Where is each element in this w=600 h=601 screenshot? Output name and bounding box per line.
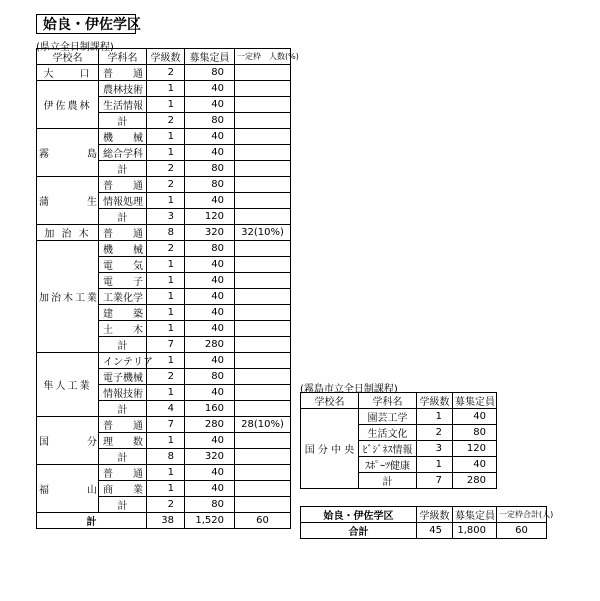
city-capacity-cell: 40 [453, 409, 497, 425]
quota-cell [235, 401, 291, 417]
dept-cell: 商 業 [99, 481, 147, 497]
table-row [37, 177, 291, 193]
capacity-cell: 40 [185, 97, 235, 113]
city-school-name-cell: 国 分 中 央 [301, 409, 359, 489]
classes-cell: 7 [147, 337, 185, 353]
classes-cell: 1 [147, 305, 185, 321]
city-dept-cell: ﾋﾞｼﾞﾈｽ情報 [359, 441, 417, 457]
capacity-cell: 80 [185, 177, 235, 193]
dept-cell: 電 子 [99, 273, 147, 289]
quota-cell [235, 305, 291, 321]
table-row [37, 353, 291, 369]
quota-cell [235, 321, 291, 337]
city-classes-cell: 1 [417, 409, 453, 425]
main-total-row [37, 513, 291, 529]
summary-header-capacity: 募集定員 [453, 507, 497, 523]
school-name-cell: 蒲 生 [37, 177, 99, 225]
capacity-cell: 280 [185, 417, 235, 433]
capacity-cell: 40 [185, 145, 235, 161]
main-total-quota: 60 [235, 513, 291, 529]
summary-total-quota: 60 [497, 523, 547, 539]
classes-cell: 1 [147, 97, 185, 113]
city-table-caption: (霧島市立全日制課程) [300, 384, 398, 395]
capacity-cell: 40 [185, 433, 235, 449]
classes-cell: 1 [147, 481, 185, 497]
capacity-cell: 280 [185, 337, 235, 353]
classes-cell: 1 [147, 257, 185, 273]
classes-cell: 1 [147, 193, 185, 209]
city-dept-cell: 生活文化 [359, 425, 417, 441]
classes-cell: 4 [147, 401, 185, 417]
city-capacity-cell: 280 [453, 473, 497, 489]
city-classes-cell: 3 [417, 441, 453, 457]
school-name-cell: 加治木工業 [37, 241, 99, 353]
summary-header-row [301, 507, 547, 523]
classes-cell: 8 [147, 449, 185, 465]
classes-cell: 1 [147, 289, 185, 305]
capacity-cell: 40 [185, 81, 235, 97]
header-capacity: 募集定員 [185, 49, 235, 65]
dept-cell: 工業化学 [99, 289, 147, 305]
quota-cell [235, 337, 291, 353]
main-table-header-row [37, 49, 291, 65]
classes-cell: 1 [147, 145, 185, 161]
main-total-capacity: 1,520 [185, 513, 235, 529]
dept-cell: 計 [99, 161, 147, 177]
dept-cell: 計 [99, 497, 147, 513]
capacity-cell: 40 [185, 353, 235, 369]
header-classes: 学級数 [147, 49, 185, 65]
summary-total-label: 合計 [301, 523, 417, 539]
capacity-cell: 40 [185, 257, 235, 273]
table-row [37, 81, 291, 97]
school-name-cell: 福 山 [37, 465, 99, 513]
header-school: 学校名 [37, 49, 99, 65]
city-classes-cell: 7 [417, 473, 453, 489]
quota-cell [235, 161, 291, 177]
quota-cell [235, 353, 291, 369]
capacity-cell: 40 [185, 305, 235, 321]
classes-cell: 3 [147, 209, 185, 225]
dept-cell: 計 [99, 401, 147, 417]
table-row [37, 417, 291, 433]
table-row [37, 465, 291, 481]
capacity-cell: 40 [185, 321, 235, 337]
quota-cell [235, 481, 291, 497]
main-total-label: 計 [37, 513, 147, 529]
capacity-cell: 40 [185, 465, 235, 481]
classes-cell: 1 [147, 385, 185, 401]
city-capacity-cell: 80 [453, 425, 497, 441]
dept-cell: 理 数 [99, 433, 147, 449]
quota-cell [235, 385, 291, 401]
capacity-cell: 80 [185, 241, 235, 257]
city-capacity-cell: 120 [453, 441, 497, 457]
dept-cell: 計 [99, 449, 147, 465]
dept-cell: 土 木 [99, 321, 147, 337]
dept-cell: 計 [99, 209, 147, 225]
dept-cell: 電 気 [99, 257, 147, 273]
quota-cell [235, 129, 291, 145]
quota-cell [235, 113, 291, 129]
classes-cell: 1 [147, 129, 185, 145]
quota-cell [235, 145, 291, 161]
main-schools-table [36, 48, 299, 529]
dept-cell: 建 築 [99, 305, 147, 321]
dept-cell: 機 械 [99, 241, 147, 257]
classes-cell: 1 [147, 353, 185, 369]
school-name-cell: 国 分 [37, 417, 99, 465]
classes-cell: 8 [147, 225, 185, 241]
quota-cell: 28(10%) [235, 417, 291, 433]
summary-header-district: 姶良・伊佐学区 [301, 507, 417, 523]
dept-cell: 普 通 [99, 177, 147, 193]
classes-cell: 1 [147, 321, 185, 337]
summary-total-classes: 45 [417, 523, 453, 539]
district-summary-table [300, 506, 554, 539]
classes-cell: 2 [147, 177, 185, 193]
city-table-header-row [301, 393, 497, 409]
table-row [37, 225, 291, 241]
capacity-cell: 80 [185, 161, 235, 177]
quota-cell [235, 369, 291, 385]
city-dept-cell: ｽﾎﾟｰﾂ健康 [359, 457, 417, 473]
dept-cell: 電子機械 [99, 369, 147, 385]
capacity-cell: 80 [185, 369, 235, 385]
classes-cell: 1 [147, 465, 185, 481]
classes-cell: 2 [147, 369, 185, 385]
quota-cell [235, 209, 291, 225]
quota-cell [235, 433, 291, 449]
header-dept: 学科名 [99, 49, 147, 65]
quota-cell [235, 81, 291, 97]
capacity-cell: 40 [185, 129, 235, 145]
school-name-cell: 霧 島 [37, 129, 99, 177]
classes-cell: 2 [147, 241, 185, 257]
quota-cell [235, 289, 291, 305]
quota-cell [235, 465, 291, 481]
summary-header-classes: 学級数 [417, 507, 453, 523]
table-row [301, 409, 497, 425]
table-row [37, 65, 291, 81]
classes-cell: 1 [147, 81, 185, 97]
quota-cell [235, 193, 291, 209]
capacity-cell: 40 [185, 385, 235, 401]
city-classes-cell: 2 [417, 425, 453, 441]
capacity-cell: 40 [185, 193, 235, 209]
capacity-cell: 40 [185, 289, 235, 305]
page-title: 姶良・伊佐学区 [36, 14, 136, 34]
dept-cell: 生活情報 [99, 97, 147, 113]
school-name-cell: 隼人工業 [37, 353, 99, 417]
school-name-cell: 加 治 木 [37, 225, 99, 241]
dept-cell: 計 [99, 337, 147, 353]
dept-cell: 計 [99, 113, 147, 129]
dept-cell: 総合学科 [99, 145, 147, 161]
main-total-classes: 38 [147, 513, 185, 529]
capacity-cell: 320 [185, 449, 235, 465]
quota-cell [235, 497, 291, 513]
dept-cell: 普 通 [99, 465, 147, 481]
classes-cell: 2 [147, 497, 185, 513]
city-school-table [300, 392, 497, 489]
quota-cell [235, 65, 291, 81]
quota-cell [235, 273, 291, 289]
classes-cell: 7 [147, 417, 185, 433]
dept-cell: 情報処理 [99, 193, 147, 209]
city-header-school: 学校名 [301, 393, 359, 409]
quota-cell [235, 241, 291, 257]
main-table-caption: (県立全日制課程) [36, 42, 114, 53]
capacity-cell: 40 [185, 273, 235, 289]
dept-cell: 普 通 [99, 225, 147, 241]
quota-cell [235, 449, 291, 465]
capacity-cell: 80 [185, 113, 235, 129]
classes-cell: 2 [147, 161, 185, 177]
city-header-capacity: 募集定員 [453, 393, 497, 409]
table-row [37, 241, 291, 257]
quota-cell: 32(10%) [235, 225, 291, 241]
capacity-cell: 40 [185, 481, 235, 497]
quota-cell [235, 177, 291, 193]
school-name-cell: 伊佐農林 [37, 81, 99, 129]
classes-cell: 1 [147, 433, 185, 449]
capacity-cell: 120 [185, 209, 235, 225]
summary-header-quota: 一定枠合計(人) [497, 507, 547, 523]
quota-cell [235, 257, 291, 273]
dept-cell: インテリア [99, 353, 147, 369]
capacity-cell: 80 [185, 65, 235, 81]
quota-cell [235, 97, 291, 113]
capacity-cell: 320 [185, 225, 235, 241]
dept-cell: 情報技術 [99, 385, 147, 401]
city-header-dept: 学科名 [359, 393, 417, 409]
city-classes-cell: 1 [417, 457, 453, 473]
capacity-cell: 160 [185, 401, 235, 417]
table-row [37, 129, 291, 145]
classes-cell: 1 [147, 273, 185, 289]
city-dept-cell: 計 [359, 473, 417, 489]
dept-cell: 普 通 [99, 65, 147, 81]
classes-cell: 2 [147, 113, 185, 129]
city-capacity-cell: 40 [453, 457, 497, 473]
city-header-classes: 学級数 [417, 393, 453, 409]
classes-cell: 2 [147, 65, 185, 81]
dept-cell: 機 械 [99, 129, 147, 145]
summary-total-capacity: 1,800 [453, 523, 497, 539]
capacity-cell: 80 [185, 497, 235, 513]
header-quota: 一定枠 人数(%) [235, 49, 291, 65]
summary-total-row [301, 523, 547, 539]
city-dept-cell: 園芸工学 [359, 409, 417, 425]
school-name-cell: 大 口 [37, 65, 99, 81]
dept-cell: 普 通 [99, 417, 147, 433]
dept-cell: 農林技術 [99, 81, 147, 97]
